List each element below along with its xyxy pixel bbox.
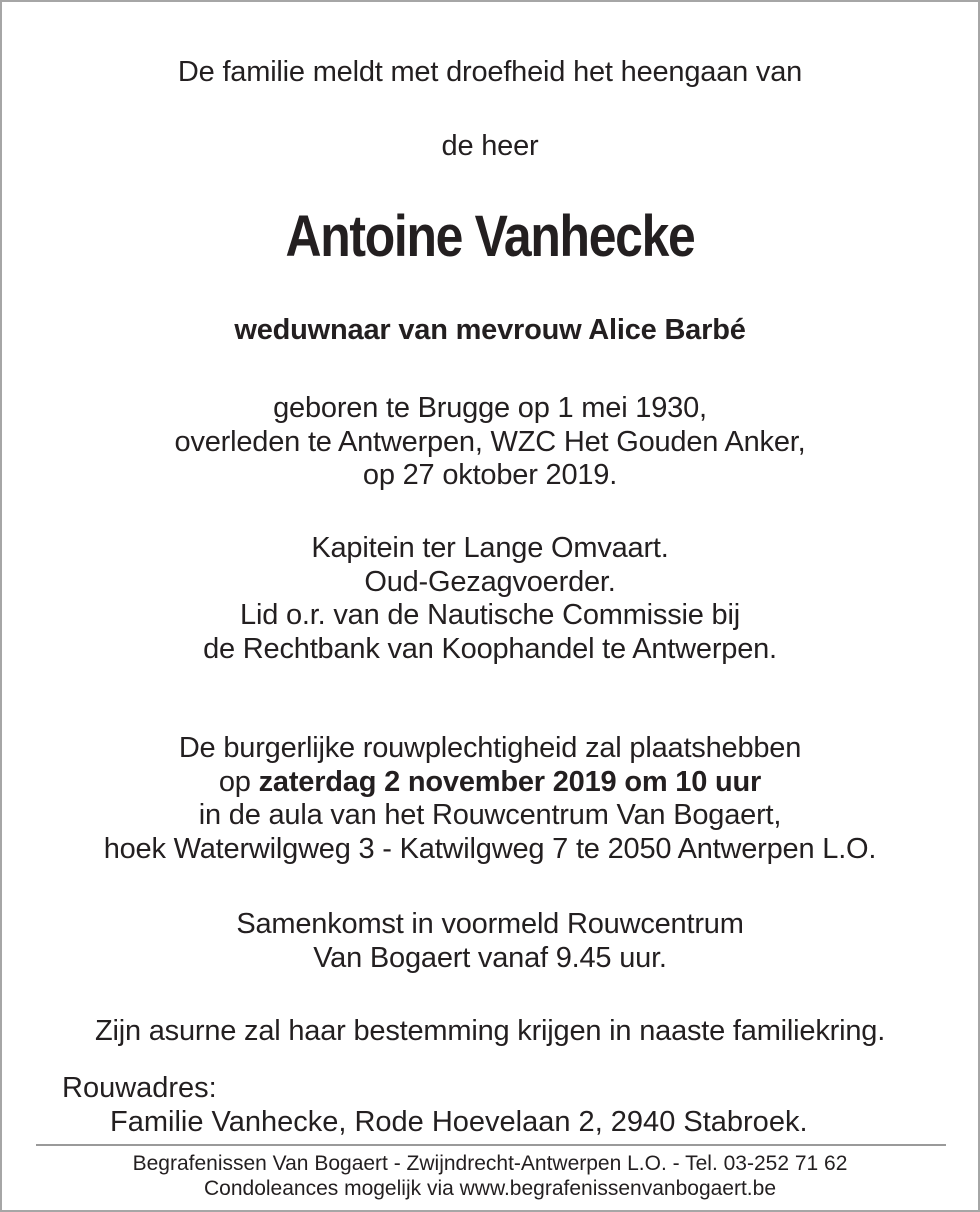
ceremony-date-prefix: op <box>218 765 259 798</box>
footer-contact: Begrafenissen Van Bogaert - Zwijndrecht-Antwerpen L.O. - Tel. 03-252 71 62 <box>132 1152 848 1175</box>
ceremony-date: zaterdag 2 november 2019 om 10 uur <box>258 765 762 798</box>
career-line: Lid o.r. van de Nautische Commissie bij <box>240 599 740 631</box>
footer-condolences: Condoleances mogelijk via www.begrafenissenvanbogaert.be <box>203 1177 776 1200</box>
career-description <box>2 532 978 666</box>
dates-line: geboren te Brugge op 1 mei 1930, <box>273 392 707 424</box>
ceremony-line: hoek Waterwilgweg 3 - Katwilgweg 7 te 2050 Antwerpen L.O. <box>103 832 877 865</box>
urn-note <box>2 1015 978 1049</box>
urn-line: Zijn asurne zal haar bestemming krijgen in naaste familiekring. <box>94 1015 886 1047</box>
gathering-line: Van Bogaert vanaf 9.45 uur. <box>313 941 667 974</box>
ceremony-details <box>2 732 978 866</box>
honorific-title: de heer <box>441 130 539 162</box>
birth-death-dates <box>2 392 978 493</box>
career-line: de Rechtbank van Koophandel te Antwerpen. <box>203 632 777 665</box>
deceased-name: Antoine Vanhecke <box>285 204 695 269</box>
ceremony-date-line <box>2 766 978 800</box>
widower-line: weduwnaar van mevrouw Alice Barbé <box>234 314 746 346</box>
ceremony-line: De burgerlijke rouwplechtigheid zal plaatshebben <box>178 732 802 764</box>
career-line: Kapitein ter Lange Omvaart. <box>311 532 669 564</box>
dates-line: overleden te Antwerpen, WZC Het Gouden Anker, <box>174 425 806 458</box>
career-line: Oud-Gezagvoerder. <box>364 565 616 598</box>
ceremony-line: in de aula van het Rouwcentrum Van Bogaert, <box>198 799 782 831</box>
gathering-line: Samenkomst in voormeld Rouwcentrum <box>236 908 744 940</box>
address-label: Rouwadres: <box>62 1072 217 1104</box>
address-value: Familie Vanhecke, Rode Hoevelaan 2, 2940 Stabroek. <box>110 1106 808 1138</box>
gathering-details <box>2 908 978 975</box>
footer-divider <box>36 1144 946 1146</box>
intro-text: De familie meldt met droefheid het heengaan van <box>177 56 803 88</box>
dates-line: op 27 oktober 2019. <box>362 459 618 491</box>
